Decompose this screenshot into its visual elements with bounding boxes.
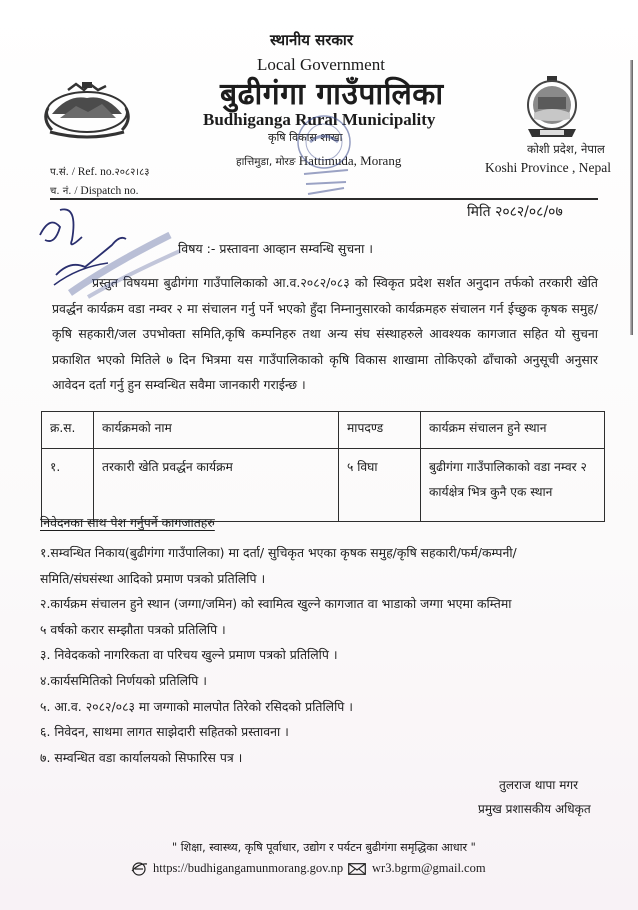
subject-line: विषय :- प्रस्तावना आव्हान सम्वन्धि सुचना । xyxy=(178,241,374,256)
date-value: २०८२/०८/०७ xyxy=(495,204,563,220)
local-government-np: स्थानीय सरकार xyxy=(270,31,353,49)
footer-email xyxy=(348,861,486,876)
program-table xyxy=(41,411,605,522)
list-item: २.कार्यक्रम संचालन हुने स्थान (जग्गा/जमिन) को स्वामित्व खुल्ने कागजात वा भाडाको जग्गा भएमा कम्तिमा xyxy=(40,596,512,612)
table-cell-criteria: ५ विघा xyxy=(339,449,421,522)
branch-name: कृषि विकास शाखा xyxy=(268,131,343,144)
address-en: Hattimuda, Morang xyxy=(298,153,402,168)
office-round-stamp xyxy=(284,112,362,200)
date xyxy=(467,202,563,221)
province-en: Koshi Province , Nepal xyxy=(485,160,611,175)
table-cell-program-name: तरकारी खेति प्रवर्द्धन कार्यक्रम xyxy=(94,449,339,522)
scan-edge-shadow xyxy=(630,60,633,335)
province-np: कोशी प्रदेश, नेपाल xyxy=(527,142,605,156)
table-cell-location: बुढीगंगा गाउँपालिकाको वडा नम्वर २ कार्यक्षेत्र भित्र कुनै एक स्थान xyxy=(421,449,605,522)
table-header-cell: मापदण्ड xyxy=(339,412,421,449)
list-item: ५. आ.व. २०८२/०८३ मा जग्गाको मालपोत तिरेको रसिदको प्रतिलिपि । xyxy=(40,698,353,714)
dispatch-label-np: च. नं. xyxy=(50,186,72,197)
list-item: समिति/संघसंस्था आदिको प्रमाण पत्रको प्रतिलिपि । xyxy=(40,570,266,586)
notice-body: प्रस्तुत विषयमा बुढीगंगा गाउँपालिकाको आ.व.२०८२/०८३ को स्विकृत प्रदेश सर्शत अनुदान तर्फको तरकारी खेति प्रवर्द्धन कार्यक्रम वडा नम्वर २ मा संचालन गर्नु पर्ने भएको हुँदा निम्नानुसारको कार्यक्रमहरु संचालन गर्न ईच्छुक कृषक समुह/कृषि सहकारी/जल उपभोक्ता समिति,कृषि कम्पनिहरु तथा अन्य संघ संस्थाहरुले आवश्यक कागजात सहित यो सुचना प्रकाशित भएको मितिले ७ दिन भित्रमा यस गाउँपालिकाको कृषि विकास शाखामा तोकिएको ढाँचाको अनुसूची अनुसार आवेदन दर्ता गर्नु हुन सम्वन्धित सवैमा जानकारी गराईन्छ । xyxy=(52,275,598,392)
table-row xyxy=(42,449,605,522)
footer-website xyxy=(130,861,343,876)
table-header-cell: कार्यक्रम संचालन हुने स्थान xyxy=(421,412,605,449)
list-item: ७. सम्वन्धित वडा कार्यालयको सिफारिस पत्र । xyxy=(40,749,243,765)
table-header-cell: क्र.स. xyxy=(42,412,94,449)
documents-list xyxy=(40,540,610,770)
local-government-en: Local Government xyxy=(257,55,385,74)
list-item: १.सम्वन्धित निकाय(बुढीगंगा गाउँपालिका) मा दर्ता/ सुचिकृत भएका कृषक समुह/कृषि सहकारी/फर्म/कम्पनी/ xyxy=(40,545,517,560)
envelope-icon xyxy=(348,863,366,875)
municipality-name-np: बुढीगंगा गाउँपालिका xyxy=(220,77,444,112)
ref-value: २०८२।८३ xyxy=(114,167,150,178)
municipality-name-en: Budhiganga Rural Municipality xyxy=(203,110,436,129)
signatory-title: प्रमुख प्रशासकीय अधिकृत xyxy=(478,802,591,816)
table-cell-serial: १. xyxy=(42,449,94,522)
footer-slogan: " शिक्षा, स्वास्थ्य, कृषि पूर्वाधार, उद्योग र पर्यटन बुढीगंगा समृद्धिका आधार " xyxy=(172,841,476,854)
address-np: हात्तिमुडा, मोरङ xyxy=(236,156,296,168)
signatory-name: तुलराज थापा मगर xyxy=(499,778,579,792)
website-link[interactable]: https://budhigangamunmorang.gov.np xyxy=(153,861,344,875)
table-header-cell: कार्यक्रमको नाम xyxy=(94,412,339,449)
list-item: ५ वर्षको करार सम्झौता पत्रको प्रतिलिपि । xyxy=(40,621,226,637)
dispatch-number xyxy=(50,183,139,197)
globe-icon xyxy=(130,861,148,876)
handwritten-signature-and-seal xyxy=(30,205,190,300)
email-link[interactable]: wr3.bgrm@gmail.com xyxy=(372,861,486,875)
koshi-province-emblem xyxy=(518,75,586,143)
ref-label-np: प.सं. xyxy=(50,167,69,178)
table-header-row xyxy=(42,412,605,449)
date-label: मिति xyxy=(467,204,491,220)
list-item: ४.कार्यसमितिको निर्णयको प्रतिलिपि । xyxy=(40,672,207,688)
list-item: ६. निवेदन, साथमा लागत साझेदारी सहितको प्रस्तावना । xyxy=(40,724,289,740)
dispatch-label-en: / Dispatch no. xyxy=(71,185,139,197)
ref-label-en: / Ref. no. xyxy=(68,166,115,178)
documents-heading: निवेदनका साथ पेश गर्नुपर्ने कागजातहरु xyxy=(40,515,215,530)
reference-number xyxy=(50,164,150,178)
list-item: ३. निवेदकको नागरिकता वा परिचय खुल्ने प्रमाण पत्रको प्रतिलिपि । xyxy=(40,647,338,663)
nepal-government-emblem xyxy=(38,80,136,140)
